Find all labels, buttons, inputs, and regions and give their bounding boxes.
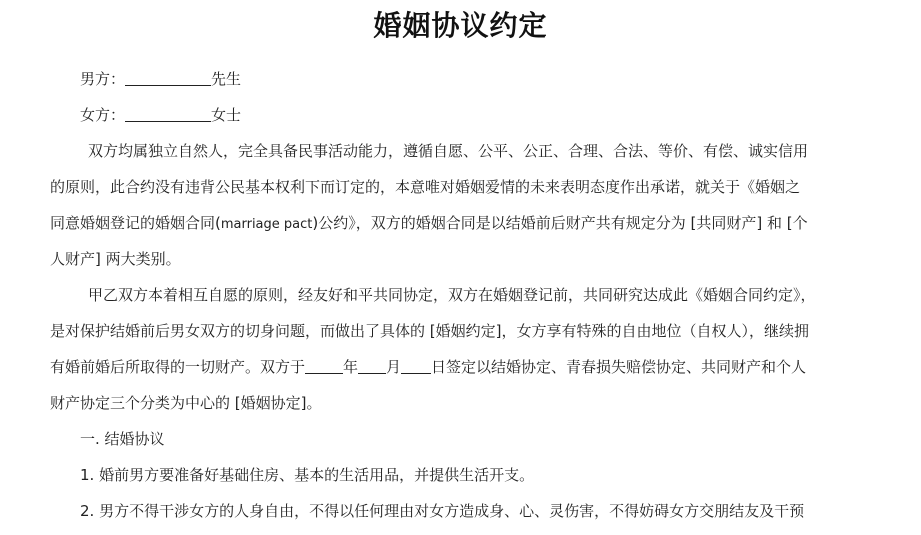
- paragraph2-line4: 财产协定三个分类为中心的 [婚姻协定]。: [50, 394, 322, 412]
- male-label: 男方：: [80, 70, 126, 88]
- paragraph1-line2: 的原则，此合约没有违背公民基本权利下而订定的，本意唯对婚姻爱情的未来表明态度作出承诺，就关于《婚姻之: [50, 178, 801, 196]
- paragraph2-line1: 甲乙双方本着相互自愿的原则，经友好和平共同协定，双方在婚姻登记前，共同研究达成此《婚姻合同约定》，: [88, 286, 816, 304]
- paragraph2-line3-end: 日签定以结婚协定、青春损失赔偿协定、共同财产和个人: [431, 358, 807, 376]
- paragraph2-line2: 是对保护结婚前后男女双方的切身问题，而做出了具体的 [婚姻约定]，女方享有特殊的自由地位（自权人），继续拥: [50, 322, 809, 340]
- section1-item2: 2. 男方不得干涉女方的人身自由，不得以任何理由对女方造成身、心、灵伤害，不得妨碍女方交朋结友及干预: [80, 502, 805, 520]
- year-label: 年: [343, 358, 359, 376]
- paragraph2-line3: [50, 357, 870, 377]
- paragraph1-line3-start: 同意婚姻登记的婚姻合同(: [50, 214, 221, 232]
- section1-item1: 1. 婚前男方要准备好基础住房、基本的生活用品，并提供生活开支。: [80, 466, 535, 484]
- paragraph1-line1: 双方均属独立自然人，完全具备民事活动能力，遵循自愿、公平、公正、合理、合法、等价、有偿、诚实信用: [88, 142, 809, 160]
- female-line: [80, 105, 900, 125]
- section1-heading: 一. 结婚协议: [80, 430, 165, 448]
- paragraph1-line3-end: )公约》，双方的婚姻合同是以结婚前后财产共有规定分为 [共同财产] 和 [个: [312, 214, 808, 232]
- paragraph1-line3-latin: marriage pact: [220, 217, 313, 232]
- male-line: [80, 69, 900, 89]
- month-blank: [358, 357, 386, 374]
- paragraph2-line3-start: 有婚前婚后所取得的一切财产。双方于: [50, 358, 306, 376]
- female-suffix: 女士: [211, 106, 242, 124]
- female-label: 女方：: [80, 106, 126, 124]
- male-name-blank: [125, 69, 211, 86]
- year-blank: [305, 357, 343, 374]
- female-name-blank: [125, 105, 211, 122]
- paragraph1-line4: 人财产] 两大类别。: [50, 250, 181, 268]
- day-blank: [401, 357, 431, 374]
- paragraph1-line3: [50, 213, 870, 235]
- month-label: 月: [386, 358, 402, 376]
- document-title: 婚姻协议约定: [373, 9, 548, 42]
- male-suffix: 先生: [211, 70, 242, 88]
